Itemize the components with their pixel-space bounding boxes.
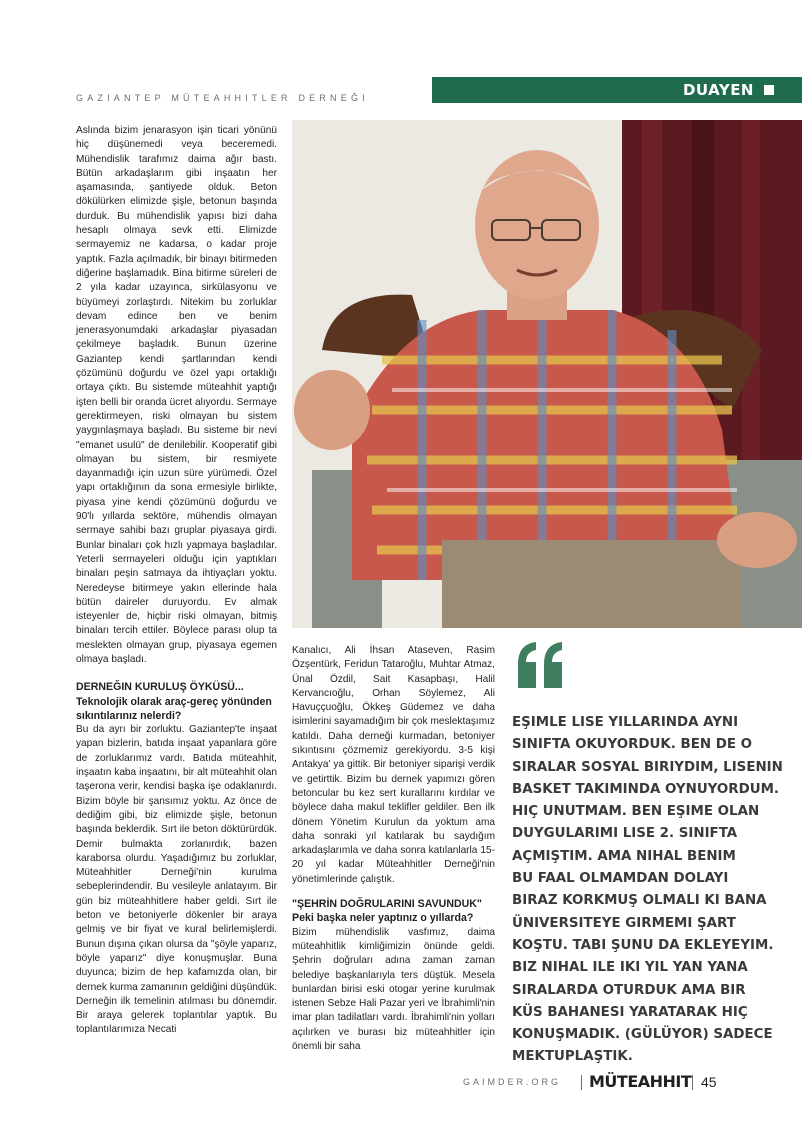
article-column-1 xyxy=(76,124,277,1038)
body-paragraph: Bizim mühendislik vasfımız, daima müteahhitlik kimliğimizin önünde geldi. Şehrin doğruları adına zaman zaman belediye başkanlarıyla ters düştük. Mesela bunlardan birisi eski otogar yerine kurulmak istenen Sebze Hali Pazar yeri ve İbrahimli'nin imar plan tadilatları vardı. İbrahimli'nin yolları açılırken ve burası biz müteahhitler için önemli bir saha xyxy=(292,926,495,1053)
pull-quote-line: MEKTUPLAŞTIK. xyxy=(512,1049,633,1065)
pull-quote-line: EŞIMLE LISE YILLARINDA AYNI xyxy=(512,715,739,730)
pull-quote-line: KONUŞMADIK. (GÜLÜYOR) SADECE xyxy=(512,1027,773,1043)
section-heading: "ŞEHRİN DOĞRULARINI SAVUNDUK" xyxy=(292,898,482,911)
pull-quote-line: DUYGULARIMI LISE 2. SINIFTA xyxy=(512,826,738,842)
footer-url: GAIMDER.ORG xyxy=(463,1077,562,1087)
pull-quote-line: KOŞTU. TABI ŞUNU DA EKLEYEYIM. xyxy=(512,937,774,953)
portrait-photo xyxy=(292,120,802,628)
pull-quote-line: HIÇ UNUTMAM. BEN EŞIME OLAN xyxy=(512,804,760,820)
section-tag-bar xyxy=(432,77,802,103)
pull-quote xyxy=(512,712,783,1069)
pull-quote-line: BU FAAL OLMAMDAN DOLAYI xyxy=(512,871,729,887)
pull-quote-line: SINIFTA OKUYORDUK. BEN DE O xyxy=(512,737,753,753)
article-column-2 xyxy=(292,644,495,1054)
pull-quote-line: SIRALAR SOSYAL BIRIYDIM, LISENIN xyxy=(512,759,783,775)
page-footer xyxy=(463,1072,743,1094)
body-paragraph: Aslında bizim jenarasyon işin ticari yönünü hiç düşünemedi veya beceremedi. Mühendislik tarafımız daima ağır bastı. Bütün arkadaşlarım gibi inşaatın her aşamasında, şantiyede olduk. Beton dökülürken elimizde şişle, betonun başında durduk. Bu mühendislik yapısı bizi daha hesaplı olmaya sevk etti. Elimizde sermayemiz ne kadarsa, o kadar proje yaptık. Fazla açılmadık, bir binayı bitirmeden diğerine başlamadık. Bina bitirme süreleri de 2 yıla kadar uzayınca, sirkülasyonu ve büyümeyi zorlaştırdı. Nitekim bu zorluklar devam edince ben ve benim jenerasyonumdaki arkadaşlar piyasadan çekilmeye başladık. Bunun üzerine Gaziantep kendi şartlarından kendi çözümünü doğurdu ve özel yapı ortaklığı ortaya çıktı. Bu sistemde müteahhit yaptığı işten belli bir oranda ücret alıyordu. Sermaye gerektirmeyen, riski olmayan bu sistem yaygınlaşmaya başladı. Bu sisteme bir nevi "emanet usulü" de denilebilir. Kooperatif gibi olmayan bu sistem, bir resmiyete dayanmadığı için uzun süre yürümedi. Özel yapı ortaklığının da sona ermesiyle birlikte, piyasa yine kendi çözümünü doğurdu ve 90'lı yıllarda sektöre, mühendis olmayan sermaye sahibi bazı gruplar piyasaya girdi. Bunlar binaları çok hızlı yapmaya başladılar. Yeterli sermayeleri olduğu için yaptıkları binaları peşin satmaya da ihtiyaçları yoktu. Neredeyse bitirmeye yakın ellerinde hala bütün daireler duruyordu. Ev almak isteyenler de, hiçbir riski olmayan, bitmiş binaları tercih ettiler. Böylece parası olup ta meslekten olmayan grup, piyasaya egemen olmaya başladı. xyxy=(76,125,277,665)
pull-quote-line: SIRALARDA OTURDUK AMA BIR xyxy=(512,982,746,998)
section-tag: DUAYEN xyxy=(682,81,754,99)
pull-quote-line: BIZ NIHAL ILE IKI YIL YAN YANA xyxy=(512,960,748,976)
pull-quote-line: ÜNIVERSITEYE GIRMEMI ŞART xyxy=(512,915,736,931)
footer-divider xyxy=(581,1075,582,1090)
square-icon xyxy=(764,85,774,95)
pull-quote-line: KÜS BAHANESI YARATARAK HIÇ xyxy=(512,1004,748,1020)
body-paragraph: Kanalıcı, Ali İhsan Ataseven, Rasim Özşentürk, Feridun Tataroğlu, Muhtar Atmaz, Ünal Özdil, Sait Kasapbaşı, Halil Kervancıoğlu, Orhan Söylemez, Ali Havuççuoğlu, Ökkeş Güdemez ve daha isimlerini sayamadığım bir çok meslektaşımız katıldı. Daha derneği kurmadan, betoniyer sıkıntısını çözmemiz gerekiyordu. 3-5 kişi Antakya' ya gittik. Bir betoniyer siparişi verdik ve getirttik. Bizim bu dernek yapımızı gören betoncular bu kez sert kurallarını kırdılar ve böylece daha makul teklifler geldiler. Ben ilk dönem Yönetim Kurulun da yoktum ama daha sonraki yıl katılarak bu saydığım arkadaşlarımla ve daha sonra katılanlarla 15-20 yıl kadar Müteahhitler Derneği'nin yönetimlerinde çalıştık. xyxy=(292,645,495,885)
interview-question: Teknolojik olarak araç-gereç yönünden sıkıntılarınız nelerdi? xyxy=(76,695,272,722)
magazine-logo: MÜTEAHHIT xyxy=(589,1072,692,1091)
pull-quote-line: BIRAZ KORKMUŞ OLMALI KI BANA xyxy=(512,893,767,909)
interview-question: Peki başka neler yaptınız o yıllarda? xyxy=(292,912,474,925)
page-number: 45 xyxy=(701,1074,717,1090)
footer-divider xyxy=(692,1075,693,1090)
pull-quote-line: AÇMIŞTIM. AMA NIHAL BENIM xyxy=(512,848,736,864)
section-heading: DERNEĞIN KURULUŞ ÖYKÜSÜ... xyxy=(76,681,244,694)
quote-mark-icon xyxy=(512,640,570,690)
body-paragraph: Bu da ayrı bir zorluktu. Gaziantep'te inşaat yapan bizlerin, batıda inşaat yapanlara göre de zorluklarımız vardı. Batıda müteahhit, inşaatın kaba inşaatını, bir alt müteahhit olan taşerona verir, kendisi başka işe odaklanırdı. Bizim böyle bir şansımız yoktu. Az önce de dediğim gibi, biz elimizde şişle, betonun başında beklerdik. Sırt ile beton döktürürdük. Demir bulmakta zorlanırdık, bazen karaborsa olurdu. Yaşadığımız bu zorluklar, Müteahhitler Derneği'nin kurulma sebeplerindendir. Bu vesileyle anlatayım. Bir gün biz müteahhitlere haber geldi. Sırt ile beton ve betoniyerle dökenler bir araya gelmiş ve bir fiyat ve kural belirlemişlerdi. Bunun dışına çıkan olursa da "şöyle yaparız, böyle yaparız" diye konuşmuşlar. Buna duyunca; bizim de hep kafamızda olan, bir dernek kurma zamanının geldiğini düşündük. Derneğin ilk temelinin atılması bu dönemdir. Bir araya gelerek toplantılar yaptık. Bu toplantılarımıza Necati xyxy=(76,724,277,1036)
pull-quote-line: BASKET TAKIMINDA OYNUYORDUM. xyxy=(512,781,780,797)
magazine-running-header: GAZIANTEP MÜTEAHHITLER DERNEĞI xyxy=(76,93,369,103)
